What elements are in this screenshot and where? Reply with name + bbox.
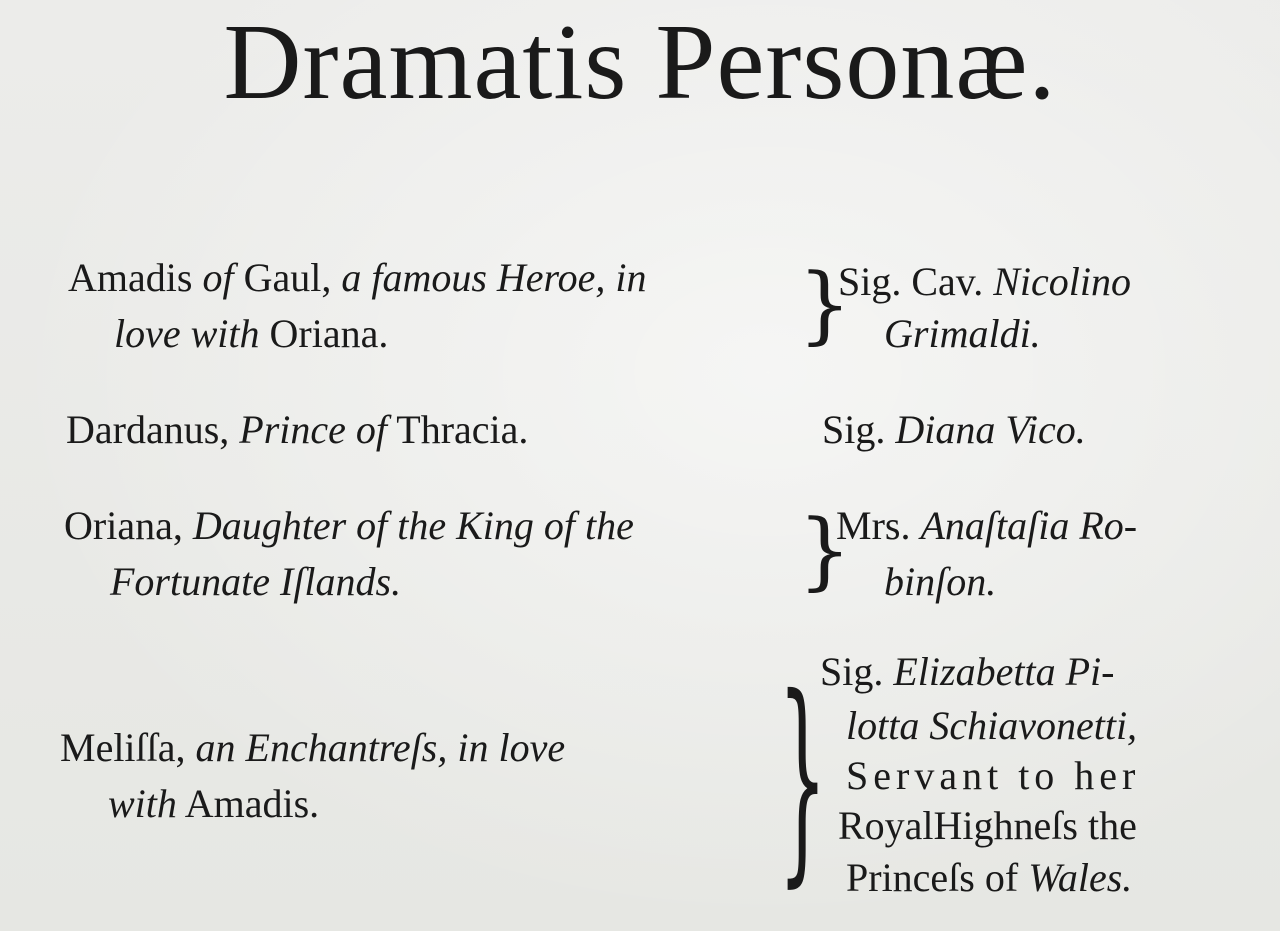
role-text: Dardanus, Prince of Thracia. [66,407,529,452]
actor-name: Mrs. Anaſtaſia Ro- [836,503,1138,548]
actor-name-continued: lotta Schiavonetti, [846,703,1138,748]
brace-icon: } [798,255,852,353]
role-text: Amadis of Gaul, a famous Heroe, in [68,255,647,300]
role-text-continued: love with Oriana. [114,311,389,356]
actor-name: Sig. Cav. Nicolino [838,259,1131,304]
brace-icon: } [778,650,827,906]
actor-name-continued: binſon. [884,559,997,604]
role-text: Meliſſa, an Enchantreſs, in love [60,725,566,770]
actor-name-continued: Grimaldi. [884,311,1041,356]
actor-name: Sig. Diana Vico. [822,407,1086,452]
role-text-continued: with Amadis. [108,781,320,826]
actor-name: Sig. Elizabetta Pi- [820,649,1115,694]
actor-name-continued: RoyalHighneſs the [838,803,1137,848]
actor-name-continued: Princeſs of Wales. [846,855,1133,900]
brace-icon: } [798,501,852,599]
role-text-continued: Fortunate Iſlands. [110,559,402,604]
role-text: Oriana, Daughter of the King of the [64,503,634,548]
actor-name-continued: Servant to her [846,753,1141,798]
page-title: Dramatis Personæ. [223,3,1057,122]
